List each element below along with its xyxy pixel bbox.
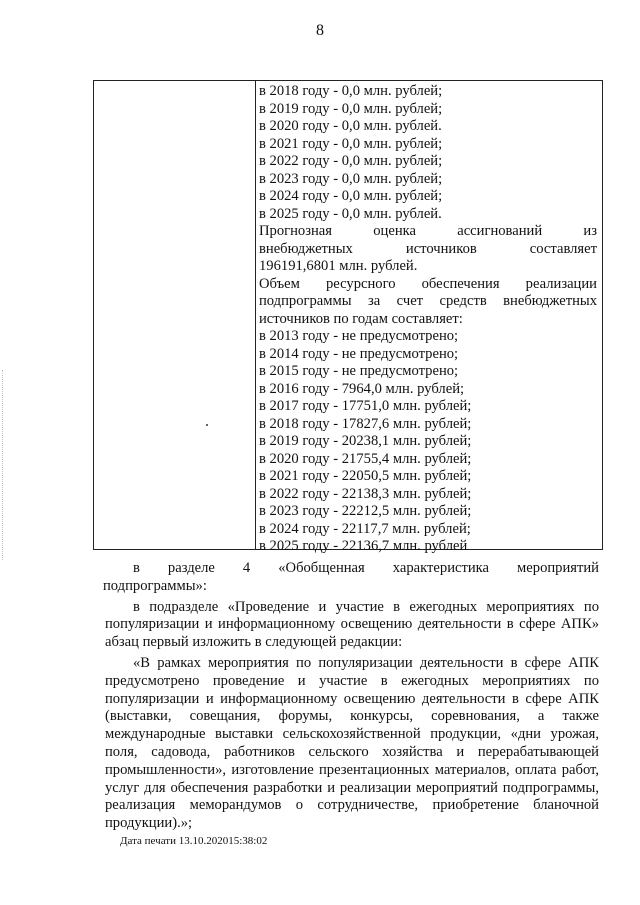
table-line: в 2025 году - 22136,7 млн. рублей	[259, 538, 468, 554]
scan-dot	[206, 424, 208, 426]
table-line: в 2016 году - 7964,0 млн. рублей;	[259, 380, 465, 397]
table-line: в 2018 году - 0,0 млн. рублей;	[259, 83, 443, 99]
table-line: в 2020 году - 21755,4 млн. рублей;	[259, 450, 472, 467]
scan-edge-mark	[2, 370, 6, 560]
table-line: в 2022 году - 0,0 млн. рублей;	[259, 153, 443, 169]
table-line: в 2014 году - не предусмотрено;	[259, 345, 459, 362]
table-line: в 2021 году - 22050,5 млн. рублей;	[259, 468, 472, 484]
table-line: в 2020 году - 0,0 млн. рублей.	[259, 118, 442, 134]
table-line: Прогнозная оценка ассигнований из	[259, 223, 597, 239]
table-line: 196191,6801 млн. рублей.	[259, 258, 418, 274]
table-column-divider	[255, 81, 256, 549]
table-line: в 2023 году - 22212,5 млн. рублей;	[259, 503, 472, 519]
resource-table	[93, 80, 603, 554]
table-line: в 2018 году - 17827,6 млн. рублей;	[259, 415, 472, 432]
table-line: в 2021 году - 0,0 млн. рублей;	[259, 135, 443, 152]
table-line: в 2022 году - 22138,3 млн. рублей;	[259, 485, 472, 502]
table-line: внебюджетных источников составляет	[259, 240, 597, 257]
table-line: подпрограммы за счет средств внебюджетных	[259, 293, 597, 309]
table-line: в 2025 году - 0,0 млн. рублей.	[259, 205, 442, 222]
table-line: в 2019 году - 0,0 млн. рублей;	[259, 100, 443, 117]
section-heading-line: подпрограммы»:	[103, 577, 207, 594]
table-line: в 2017 году - 17751,0 млн. рублей;	[259, 398, 472, 414]
table-right-cell	[259, 83, 597, 556]
quoted-paragraph: «В рамках мероприятия по популяризации деятельности в сфере АПК предусмотрено проведение и участие в ежегодных мероприятиях по популяризации и информационному освещению деятельности в сфере АПК (выставки, совещания, форумы, конкурсы, соревнования, а также международные выставки сельскохозяйственной продукции, «дни урожая, поля, садовода, работников сельского хозяйства и перерабатывающей промышленности», изготовление презентационных материалов, оплата работ, услуг для обеспечения разработки и реализации мероприятий подпрограммы, реализация меморандумов о сотрудничестве, приобретение бланочной продукции).»;	[105, 654, 599, 832]
amendment-text	[105, 560, 599, 833]
table-line: в 2024 году - 22117,7 млн. рублей;	[259, 520, 471, 537]
table-line: в 2015 году - не предусмотрено;	[259, 363, 459, 379]
table-line: источников по годам составляет:	[259, 310, 463, 327]
table-line: в 2019 году - 20238,1 млн. рублей;	[259, 433, 472, 449]
page-number: 8	[316, 22, 324, 39]
subsection-paragraph: в подразделе «Проведение и участие в ежегодных мероприятиях по популяризации и информационному освещению деятельности в сфере АПК» абзац первый изложить в следующей редакции:	[105, 598, 599, 651]
table-line: Объем ресурсного обеспечения реализации	[259, 275, 597, 292]
table-line: в 2023 году - 0,0 млн. рублей;	[259, 170, 443, 187]
table-line: в 2013 году - не предусмотрено;	[259, 328, 459, 344]
section-heading-line: в разделе 4 «Обобщенная характеристика мероприятий	[133, 560, 599, 576]
table-line: в 2024 году - 0,0 млн. рублей;	[259, 188, 443, 204]
print-date: Дата печати 13.10.202015:38:02	[120, 835, 268, 847]
